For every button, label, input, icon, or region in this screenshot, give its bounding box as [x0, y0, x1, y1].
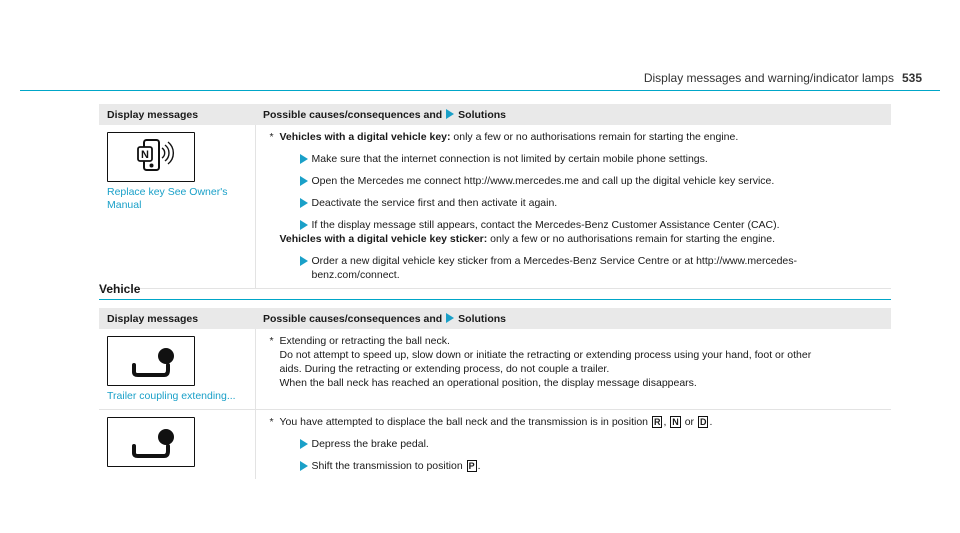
col-causes-label: Possible causes/consequences and [263, 312, 443, 325]
action-arrow-icon [300, 220, 308, 230]
solutions-cell [255, 329, 891, 410]
display-cell [99, 410, 255, 480]
sep: . [709, 416, 713, 428]
para-digital-key [270, 130, 884, 144]
display-message-label: Replace key See Owner's Manual [107, 186, 228, 211]
para-line [270, 376, 884, 390]
display-frame [107, 132, 195, 182]
sep: or [684, 416, 695, 428]
col-display-messages: Display messages [99, 308, 255, 329]
trailer-hitch-icon [108, 418, 194, 466]
action-text: If the display message still appears, contact the Mercedes-Benz Customer Assistance Center (CAC). [311, 219, 780, 231]
para-bold: Vehicles with a digital vehicle key sticker: [279, 233, 488, 245]
messages-table-key [99, 104, 891, 289]
table-row [99, 329, 891, 410]
para-text: You have attempted to displace the ball neck and the transmission is in position [279, 416, 649, 428]
header-title: Display messages and warning/indicator lamps [643, 71, 894, 85]
table-row [99, 410, 891, 480]
messages-table-vehicle [99, 308, 891, 479]
solution-arrow-icon [446, 109, 454, 119]
page-header [20, 62, 940, 91]
digital-key-phone-icon [108, 133, 194, 181]
action-arrow-icon [300, 439, 308, 449]
optional-star: * [269, 416, 274, 428]
para-digital-key-sticker [270, 232, 884, 246]
para-bold: Vehicles with a digital vehicle key: [279, 131, 451, 143]
action-item [270, 152, 884, 166]
trailer-hitch-icon [108, 337, 194, 385]
action-item [270, 196, 884, 210]
page-number: 535 [901, 71, 922, 85]
col-solutions-label: Solutions [458, 108, 507, 121]
display-frame [107, 336, 195, 386]
para-text: When the ball neck has reached an operational position, the display message disappears. [279, 377, 697, 389]
display-cell [99, 329, 255, 410]
solution-arrow-icon [446, 313, 454, 323]
gear-r-key: R [653, 417, 661, 427]
optional-star: * [269, 335, 274, 347]
table-header-row [99, 104, 891, 125]
para-text: only a few or no authorisations remain for starting the engine. [450, 131, 739, 143]
action-arrow-icon [300, 461, 308, 471]
action-text-cont: benz.com/connect. [311, 269, 400, 281]
gear-p-key: P [468, 461, 475, 471]
gear-d-key: D [699, 417, 707, 427]
para-text: only a few or no authorisations remain for starting the engine. [487, 233, 776, 245]
display-frame [107, 417, 195, 467]
col-causes-solutions [255, 104, 891, 125]
display-message-label: Trailer coupling extending... [107, 390, 236, 402]
para-line [270, 362, 884, 376]
sep: . [477, 460, 481, 472]
action-item [270, 254, 884, 282]
action-arrow-icon [300, 176, 308, 186]
para-line [270, 348, 884, 362]
para-line [270, 415, 884, 429]
action-arrow-icon [300, 198, 308, 208]
action-item [270, 174, 884, 188]
action-item [270, 459, 884, 473]
header-text [644, 71, 922, 85]
para-text: Extending or retracting the ball neck. [279, 335, 450, 347]
action-text: Open the Mercedes me connect http://www.mercedes.me and call up the digital vehicle key service. [311, 175, 775, 187]
action-arrow-icon [300, 256, 308, 266]
action-text: Make sure that the internet connection is not limited by certain mobile phone settings. [311, 153, 708, 165]
section-divider [99, 299, 891, 300]
section-title-vehicle: Vehicle [99, 282, 141, 296]
solutions-cell [255, 410, 891, 480]
sep: , [663, 416, 667, 428]
action-text: Shift the transmission to position [311, 460, 463, 472]
action-item [270, 437, 884, 451]
action-item [270, 218, 884, 232]
para-text: aids. During the retracting or extending process, do not couple a trailer. [279, 363, 610, 375]
gear-n-key: N [672, 417, 679, 427]
para-text: Do not attempt to speed up, slow down or initiate the retracting or extending process using your hand, foot or other [279, 349, 812, 361]
svg-text:N: N [141, 149, 149, 161]
para-line [270, 334, 884, 348]
table-row [99, 125, 891, 289]
col-solutions-label: Solutions [458, 312, 507, 325]
action-text: Depress the brake pedal. [311, 438, 429, 450]
table-header-row [99, 308, 891, 329]
action-text: Order a new digital vehicle key sticker from a Mercedes-Benz Service Centre or at http://www.mercedes- [311, 255, 798, 267]
col-causes-label: Possible causes/consequences and [263, 108, 443, 121]
solutions-cell [255, 125, 891, 289]
action-text: Deactivate the service first and then activate it again. [311, 197, 558, 209]
col-causes-solutions [255, 308, 891, 329]
display-cell [99, 125, 255, 289]
col-display-messages: Display messages [99, 104, 255, 125]
action-arrow-icon [300, 154, 308, 164]
optional-star: * [269, 131, 274, 143]
